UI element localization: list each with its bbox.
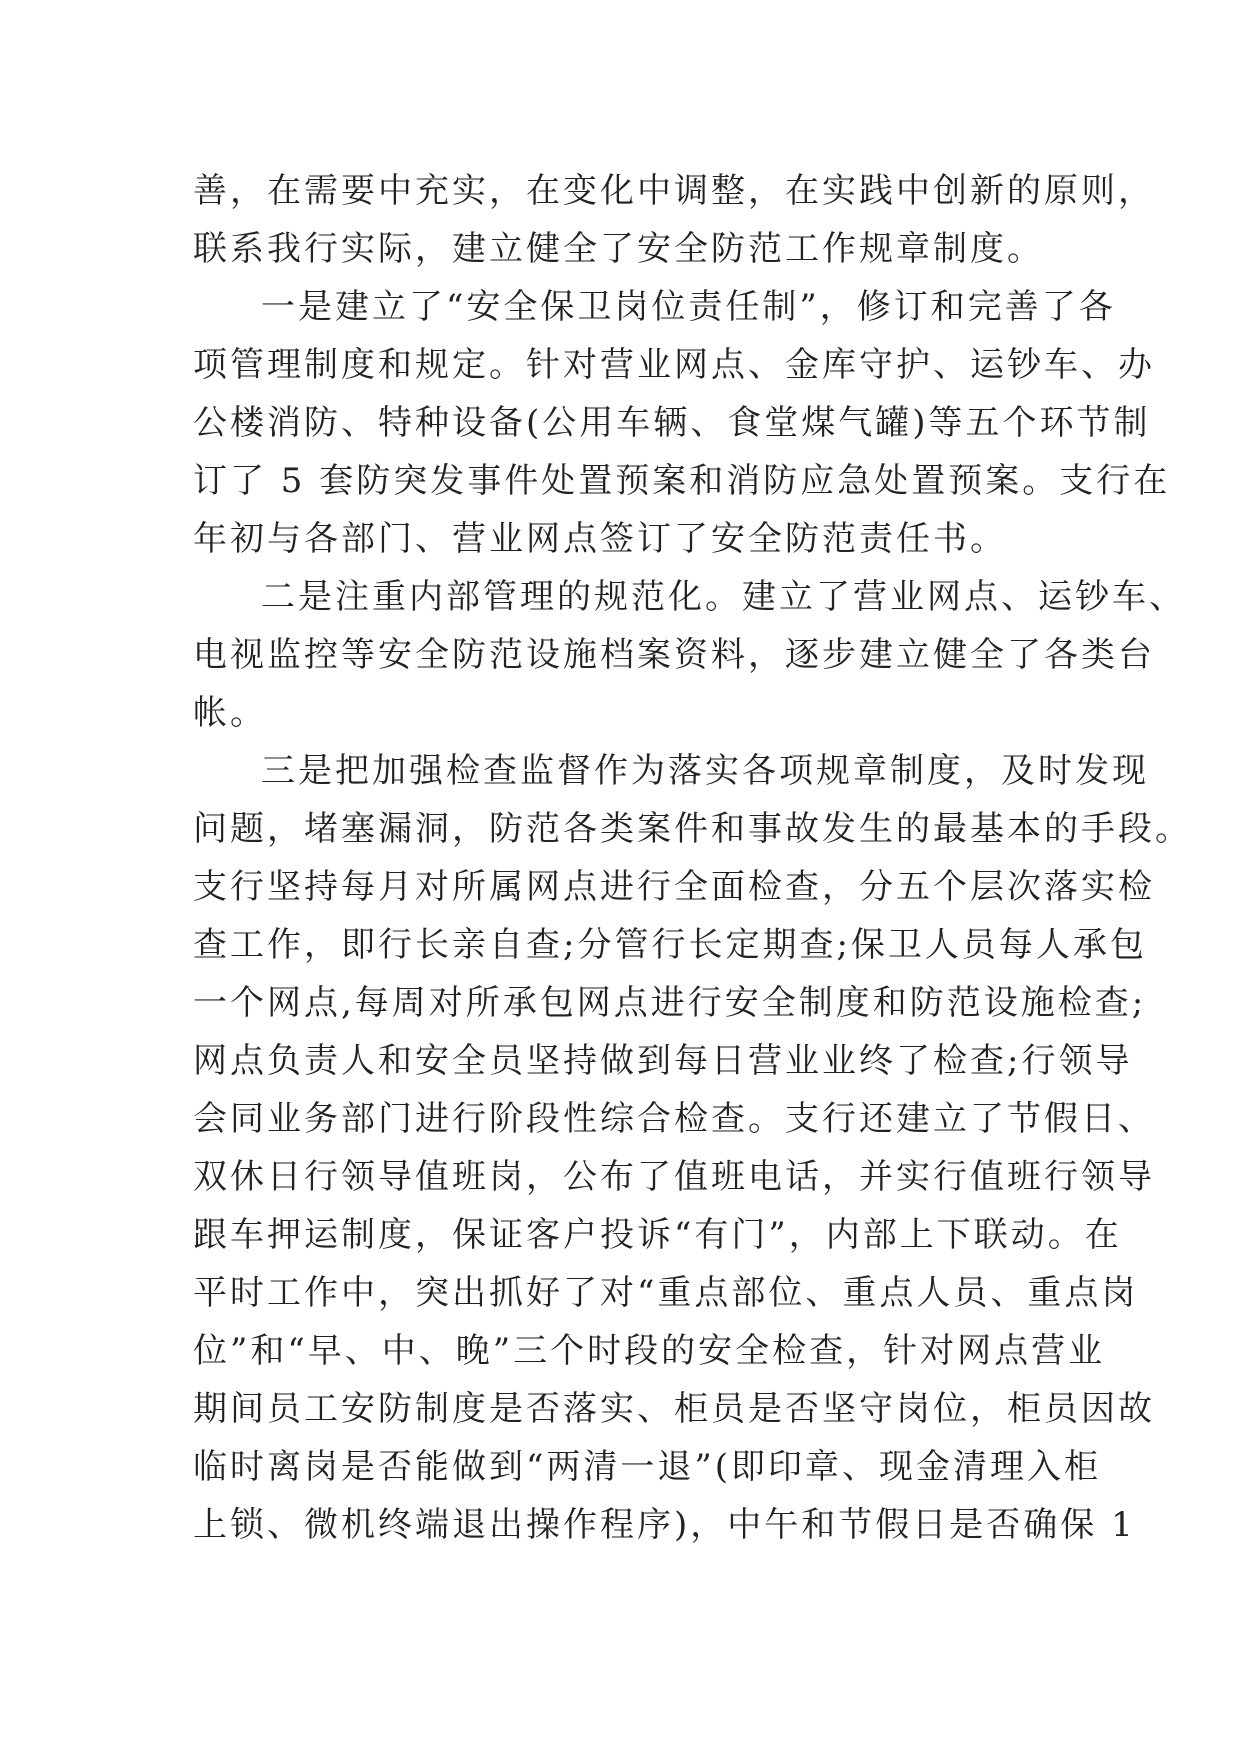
text-line: 善，在需要中充实，在变化中调整，在实践中创新的原则， xyxy=(193,171,1155,211)
text-line: 临时离岗是否能做到“两清一退”(即印章、现金清理入柜 xyxy=(193,1447,1102,1487)
paragraph-first-line: 二是注重内部管理的规范化。建立了营业网点、运钞车、 xyxy=(261,577,1186,617)
text-line: 年初与各部门、营业网点签订了安全防范责任书。 xyxy=(193,519,1007,559)
text-line: 帐。 xyxy=(193,693,267,733)
text-line: 会同业务部门进行阶段性综合检查。支行还建立了节假日、 xyxy=(193,1099,1155,1139)
text-line: 上锁、微机终端退出操作程序)，中午和节假日是否确保 1 xyxy=(193,1505,1136,1545)
paragraph-first-line: 三是把加强检查监督作为落实各项规章制度，及时发现 xyxy=(261,751,1149,791)
text-line: 平时工作中，突出抓好了对“重点部位、重点人员、重点岗 xyxy=(193,1273,1139,1313)
text-line: 项管理制度和规定。针对营业网点、金库守护、运钞车、办 xyxy=(193,345,1155,385)
text-line: 联系我行实际，建立健全了安全防范工作规章制度。 xyxy=(193,229,1044,269)
text-line: 双休日行领导值班岗，公布了值班电话，并实行值班行领导 xyxy=(193,1157,1155,1197)
paragraph-first-line: 一是建立了“安全保卫岗位责任制”，修订和完善了各 xyxy=(261,287,1116,327)
text-line: 订了 5 套防突发事件处置预案和消防应急处置预案。支行在 xyxy=(193,461,1171,501)
text-line: 位”和“早、中、晚”三个时段的安全检查，针对网点营业 xyxy=(193,1331,1106,1371)
text-line: 查工作，即行长亲自查;分管行长定期查;保卫人员每人承包 xyxy=(193,925,1147,965)
body-text xyxy=(193,162,1192,1554)
text-line: 电视监控等安全防范设施档案资料，逐步建立健全了各类台 xyxy=(193,635,1155,675)
text-line: 网点负责人和安全员坚持做到每日营业业终了检查;行领导 xyxy=(193,1041,1133,1081)
text-line: 期间员工安防制度是否落实、柜员是否坚守岗位，柜员因故 xyxy=(193,1389,1155,1429)
text-line: 问题，堵塞漏洞，防范各类案件和事故发生的最基本的手段。 xyxy=(193,809,1192,849)
text-line: 一个网点,每周对所承包网点进行安全制度和防范设施检查; xyxy=(193,983,1147,1023)
text-line: 跟车押运制度，保证客户投诉“有门”，内部上下联动。在 xyxy=(193,1215,1122,1255)
text-line: 公楼消防、特种设备(公用车辆、食堂煤气罐)等五个环节制 xyxy=(193,403,1151,443)
text-line: 支行坚持每月对所属网点进行全面检查，分五个层次落实检 xyxy=(193,867,1155,907)
